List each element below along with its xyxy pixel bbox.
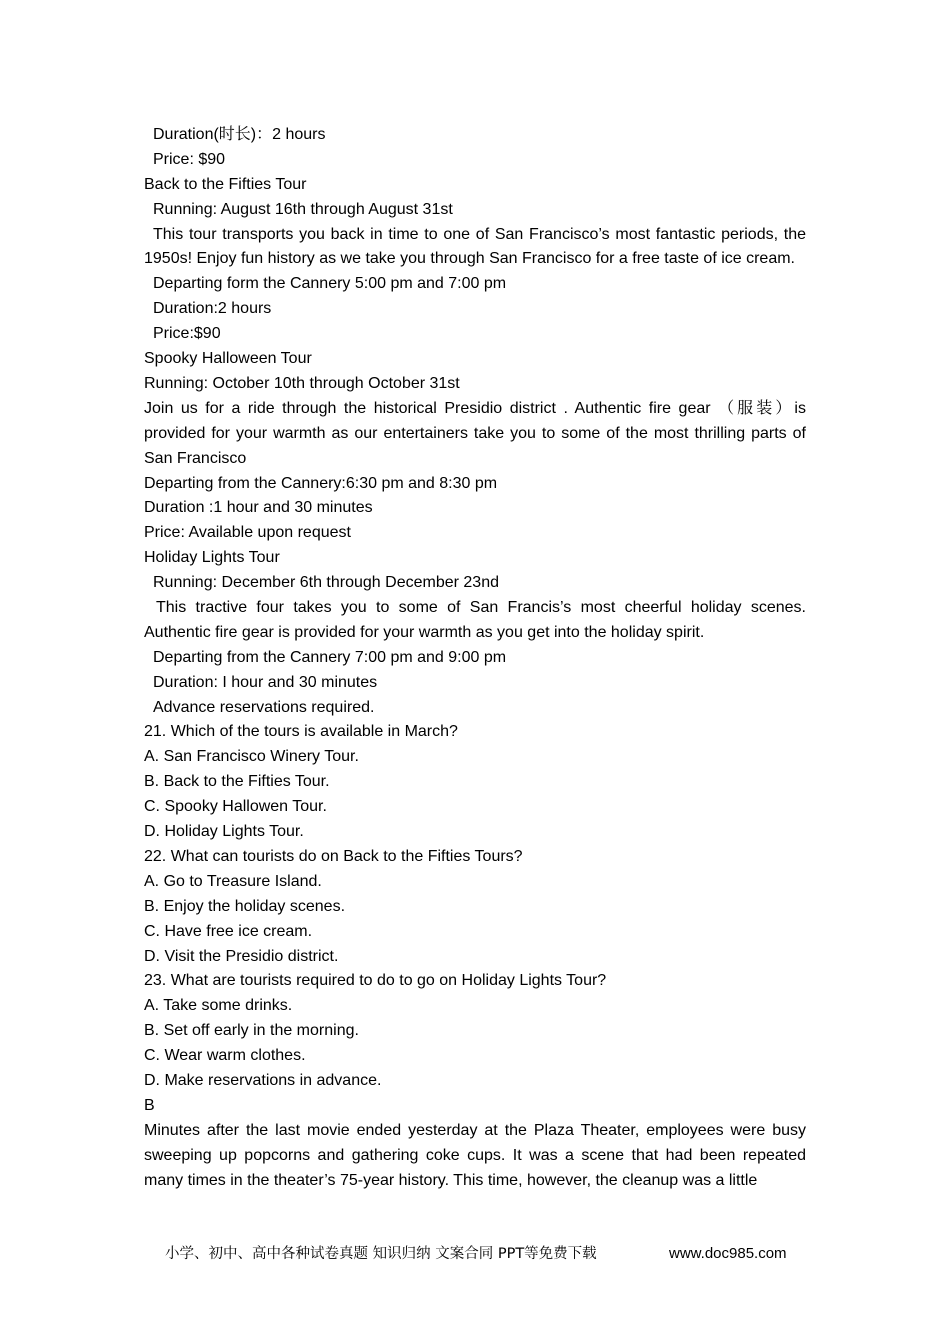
question-23-option-c: C. Wear warm clothes.	[144, 1047, 306, 1065]
fifties-tour-running: Running: August 16th through August 31st	[153, 200, 453, 218]
fifties-tour-duration: Duration:2 hours	[153, 300, 272, 318]
holiday-tour-departing: Departing from the Cannery 7:00 pm and 9:00 pm	[153, 648, 507, 666]
section-b-passage: Minutes after the last movie ended yesterday at the Plaza Theater, employees were busy sweeping up popcorns and gathering coke cups. It was a scene that had been repeated many times in the theater’s 75-year history. This time, however, the cleanup was a little	[144, 1121, 806, 1189]
question-22-option-c: C. Have free ice cream.	[144, 922, 313, 940]
halloween-tour-price: Price: Available upon request	[144, 524, 351, 542]
question-22-option-d: D. Visit the Presidio district.	[144, 947, 339, 965]
question-23-option-a: A. Take some drinks.	[144, 997, 293, 1015]
document-body	[144, 123, 806, 1193]
question-21-option-c: C. Spooky Hallowen Tour.	[144, 798, 327, 816]
fifties-tour-description: This tour transports you back in time to one of San Francisco’s most fantastic periods, the 1950s! Enjoy fun history as we take you through San Francisco for a free taste of ice cream.	[144, 225, 806, 268]
question-21: 21. Which of the tours is available in March?	[144, 723, 458, 741]
halloween-tour-description: Join us for a ride through the historical Presidio district . Authentic fire gear （服装）is provided for your warmth as our entertainers take you to some of the most thrilling parts of San Francisco	[144, 399, 806, 467]
holiday-tour-title: Holiday Lights Tour	[144, 549, 280, 567]
footer-website-link[interactable]: www.doc985.com	[669, 1245, 787, 1262]
fifties-tour-departing: Departing form the Cannery 5:00 pm and 7:00 pm	[153, 275, 507, 293]
fifties-tour-title: Back to the Fifties Tour	[144, 175, 307, 193]
question-22-option-b: B. Enjoy the holiday scenes.	[144, 897, 346, 915]
winery-price: Price: $90	[153, 150, 226, 168]
halloween-tour-departing: Departing from the Cannery:6:30 pm and 8:30 pm	[144, 474, 498, 492]
holiday-tour-advance: Advance reservations required.	[153, 698, 375, 716]
holiday-tour-description: This tractive four takes you to some of San Francis’s most cheerful holiday scenes. Authentic fire gear is provided for your warmth as you get into the holiday spirit.	[144, 599, 806, 641]
question-23-option-b: B. Set off early in the morning.	[144, 1022, 359, 1040]
question-21-option-b: B. Back to the Fifties Tour.	[144, 773, 330, 791]
holiday-tour-running: Running: December 6th through December 23nd	[153, 574, 499, 592]
question-22: 22. What can tourists do on Back to the Fifties Tours?	[144, 847, 523, 865]
holiday-tour-duration: Duration: I hour and 30 minutes	[153, 673, 378, 691]
question-22-option-a: A. Go to Treasure Island.	[144, 872, 322, 890]
question-23: 23. What are tourists required to do to go on Holiday Lights Tour?	[144, 972, 607, 990]
fifties-tour-price: Price:$90	[153, 325, 221, 343]
question-21-option-d: D. Holiday Lights Tour.	[144, 823, 304, 841]
question-23-option-d: D. Make reservations in advance.	[144, 1071, 382, 1089]
question-21-option-a: A. San Francisco Winery Tour.	[144, 748, 359, 766]
section-b-label: B	[144, 1096, 155, 1114]
halloween-tour-title: Spooky Halloween Tour	[144, 350, 312, 368]
footer-promo-text: 小学、初中、高中各种试卷真题 知识归纳 文案合同 PPT等免费下载	[165, 1246, 597, 1262]
halloween-tour-running: Running: October 10th through October 31st	[144, 374, 460, 392]
halloween-tour-duration: Duration :1 hour and 30 minutes	[144, 499, 373, 517]
winery-duration: Duration(时长)：2 hours	[153, 126, 326, 143]
